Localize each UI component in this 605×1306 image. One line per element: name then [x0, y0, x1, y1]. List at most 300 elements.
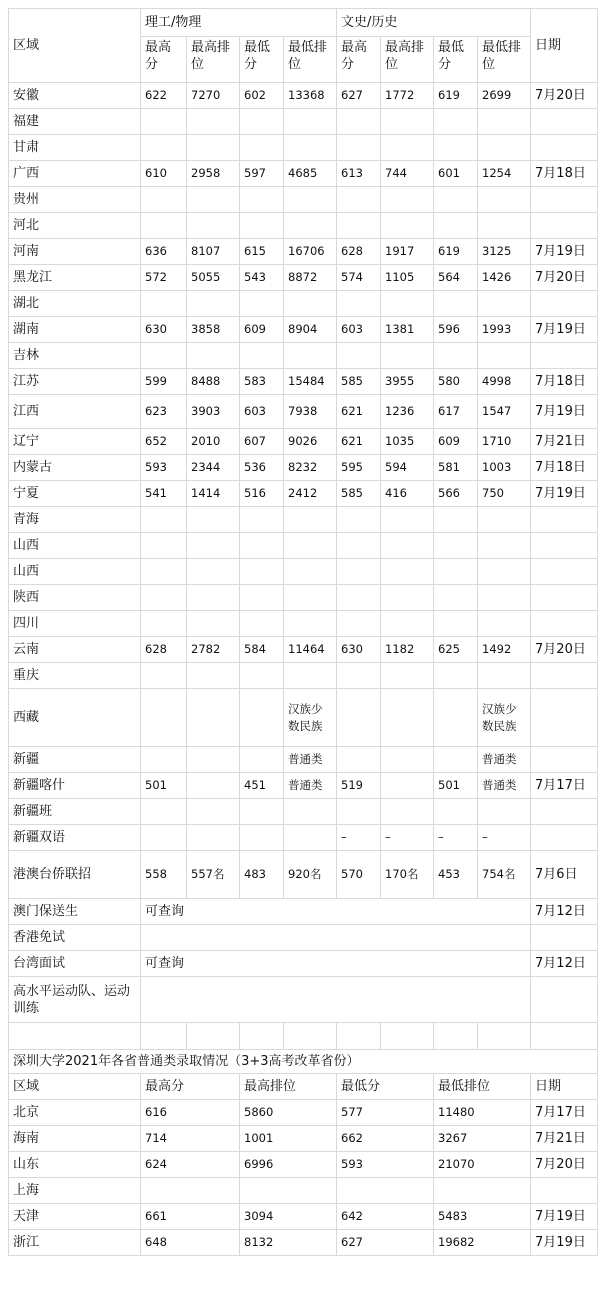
value-cell — [141, 747, 187, 773]
value-cell: 609 — [434, 429, 478, 455]
value-cell — [478, 611, 531, 637]
value-cell: 5483 — [434, 1204, 531, 1230]
value-cell — [434, 533, 478, 559]
region-cell: 吉林 — [9, 343, 141, 369]
value-cell — [478, 663, 531, 689]
table-row — [9, 429, 598, 455]
date-cell — [531, 825, 598, 851]
region-cell: 新疆双语 — [9, 825, 141, 851]
value-cell — [434, 611, 478, 637]
value-cell: 170名 — [381, 851, 434, 899]
value-cell: 516 — [240, 481, 284, 507]
value-cell — [240, 135, 284, 161]
value-cell — [337, 343, 381, 369]
region-cell: 内蒙古 — [9, 455, 141, 481]
value-cell — [141, 663, 187, 689]
value-cell — [240, 291, 284, 317]
value-cell: 8872 — [284, 265, 337, 291]
sub-header: 最低排位 — [284, 37, 337, 83]
value-cell: 754名 — [478, 851, 531, 899]
value-cell — [337, 747, 381, 773]
region-cell: 贵州 — [9, 187, 141, 213]
value-cell — [337, 187, 381, 213]
value-cell — [284, 611, 337, 637]
value-cell — [284, 507, 337, 533]
value-cell — [381, 773, 434, 799]
region-cell: 福建 — [9, 109, 141, 135]
admission-table — [8, 8, 598, 1256]
table-row — [9, 1178, 598, 1204]
value-cell: 627 — [337, 1230, 434, 1256]
value-cell — [284, 343, 337, 369]
region-cell: 海南 — [9, 1126, 141, 1152]
value-cell — [141, 291, 187, 317]
value-cell: 596 — [434, 317, 478, 343]
value-cell — [240, 799, 284, 825]
value-cell — [381, 135, 434, 161]
value-cell: 8132 — [240, 1230, 337, 1256]
table-row — [9, 825, 598, 851]
region-cell: 浙江 — [9, 1230, 141, 1256]
value-cell: 566 — [434, 481, 478, 507]
value-cell — [187, 611, 240, 637]
value-cell: 597 — [240, 161, 284, 187]
value-cell: 1001 — [240, 1126, 337, 1152]
value-cell — [141, 533, 187, 559]
value-cell: 11480 — [434, 1100, 531, 1126]
value-cell — [240, 109, 284, 135]
value-cell: 3267 — [434, 1126, 531, 1152]
region-cell: 台湾面试 — [9, 951, 141, 977]
value-cell: 920名 — [284, 851, 337, 899]
value-cell: 3125 — [478, 239, 531, 265]
region-cell: 山西 — [9, 533, 141, 559]
value-cell: – — [434, 825, 478, 851]
table-row — [9, 291, 598, 317]
value-cell — [434, 747, 478, 773]
value-cell: 603 — [240, 395, 284, 429]
value-cell — [187, 213, 240, 239]
date-cell: 7月12日 — [531, 899, 598, 925]
table-row — [9, 747, 598, 773]
value-cell: 8107 — [187, 239, 240, 265]
value-cell — [187, 291, 240, 317]
value-cell: 607 — [240, 429, 284, 455]
value-cell: 602 — [240, 83, 284, 109]
value-cell — [240, 611, 284, 637]
value-cell: 8904 — [284, 317, 337, 343]
value-cell: 616 — [141, 1100, 240, 1126]
blank-row — [9, 1023, 598, 1050]
value-cell — [381, 187, 434, 213]
date-cell: 7月20日 — [531, 265, 598, 291]
table-row — [9, 533, 598, 559]
value-cell — [478, 585, 531, 611]
value-cell: 普通类 — [478, 747, 531, 773]
value-cell — [381, 689, 434, 747]
value-cell: – — [381, 825, 434, 851]
value-cell — [141, 213, 187, 239]
table-row — [9, 799, 598, 825]
date-cell — [531, 187, 598, 213]
value-cell: 21070 — [434, 1152, 531, 1178]
date-cell — [531, 213, 598, 239]
value-cell: 557名 — [187, 851, 240, 899]
value-cell — [187, 799, 240, 825]
table-row — [9, 213, 598, 239]
date-cell: 7月12日 — [531, 951, 598, 977]
value-cell — [284, 135, 337, 161]
value-cell: 483 — [240, 851, 284, 899]
region-cell: 西藏 — [9, 689, 141, 747]
region-cell: 山西 — [9, 559, 141, 585]
value-cell: – — [478, 825, 531, 851]
value-cell: 601 — [434, 161, 478, 187]
region-cell: 河北 — [9, 213, 141, 239]
value-cell — [240, 825, 284, 851]
value-cell — [240, 747, 284, 773]
value-cell — [141, 343, 187, 369]
value-cell — [141, 825, 187, 851]
value-cell: 1993 — [478, 317, 531, 343]
date-cell — [531, 507, 598, 533]
value-cell: 3955 — [381, 369, 434, 395]
value-cell: 624 — [141, 1152, 240, 1178]
date-cell — [531, 977, 598, 1023]
table-row — [9, 187, 598, 213]
region-cell: 云南 — [9, 637, 141, 663]
table-row — [9, 1100, 598, 1126]
value-cell — [240, 559, 284, 585]
value-cell — [284, 825, 337, 851]
sub-header: 最低排位 — [478, 37, 531, 83]
value-cell — [240, 663, 284, 689]
date-cell: 7月19日 — [531, 395, 598, 429]
date-cell: 7月18日 — [531, 161, 598, 187]
t2-header: 最高分 — [141, 1074, 240, 1100]
t2-header: 最高排位 — [240, 1074, 337, 1100]
value-cell: 619 — [434, 83, 478, 109]
value-cell — [381, 747, 434, 773]
date-cell — [531, 343, 598, 369]
region-cell: 安徽 — [9, 83, 141, 109]
value-cell: 617 — [434, 395, 478, 429]
region-cell: 澳门保送生 — [9, 899, 141, 925]
t2-header: 最低分 — [337, 1074, 434, 1100]
sub-header: 最高排位 — [381, 37, 434, 83]
value-cell — [240, 507, 284, 533]
value-cell: 621 — [337, 395, 381, 429]
value-cell: 580 — [434, 369, 478, 395]
date-cell: 7月6日 — [531, 851, 598, 899]
date-cell: 7月20日 — [531, 1152, 598, 1178]
sub-header: 最高排位 — [187, 37, 240, 83]
value-cell: 汉族少数民族 — [478, 689, 531, 747]
date-cell: 7月17日 — [531, 1100, 598, 1126]
value-cell — [187, 585, 240, 611]
value-cell — [381, 559, 434, 585]
value-cell: 3858 — [187, 317, 240, 343]
value-cell: 11464 — [284, 637, 337, 663]
value-cell — [337, 291, 381, 317]
region-cell: 山东 — [9, 1152, 141, 1178]
date-cell: 7月19日 — [531, 1204, 598, 1230]
value-cell: 3903 — [187, 395, 240, 429]
value-cell: 416 — [381, 481, 434, 507]
region-cell: 湖南 — [9, 317, 141, 343]
value-cell — [434, 109, 478, 135]
value-cell — [337, 533, 381, 559]
table-row — [9, 559, 598, 585]
value-cell — [284, 213, 337, 239]
region-cell: 辽宁 — [9, 429, 141, 455]
value-cell: 4998 — [478, 369, 531, 395]
value-cell — [240, 533, 284, 559]
date-cell — [531, 799, 598, 825]
region-cell: 香港免试 — [9, 925, 141, 951]
region-cell: 重庆 — [9, 663, 141, 689]
value-cell: 570 — [337, 851, 381, 899]
date-cell: 7月18日 — [531, 369, 598, 395]
table-row — [9, 239, 598, 265]
value-cell: 普通类 — [478, 773, 531, 799]
value-cell: 661 — [141, 1204, 240, 1230]
value-cell — [381, 213, 434, 239]
value-cell — [240, 689, 284, 747]
value-cell — [434, 291, 478, 317]
value-cell: 1772 — [381, 83, 434, 109]
value-cell — [240, 1178, 337, 1204]
value-cell: 1003 — [478, 455, 531, 481]
value-cell: 610 — [141, 161, 187, 187]
date-cell: 7月19日 — [531, 1230, 598, 1256]
value-cell — [187, 109, 240, 135]
region-cell: 高水平运动队、运动训练 — [9, 977, 141, 1023]
value-cell: 519 — [337, 773, 381, 799]
value-cell: 623 — [141, 395, 187, 429]
value-cell: 536 — [240, 455, 284, 481]
value-cell — [434, 507, 478, 533]
value-cell: 7270 — [187, 83, 240, 109]
value-cell — [337, 663, 381, 689]
table-row — [9, 135, 598, 161]
value-cell: 572 — [141, 265, 187, 291]
value-cell — [434, 585, 478, 611]
value-cell: 451 — [240, 773, 284, 799]
date-cell — [531, 663, 598, 689]
value-cell: 583 — [240, 369, 284, 395]
value-cell: 627 — [337, 83, 381, 109]
region-cell: 湖北 — [9, 291, 141, 317]
value-cell: 630 — [141, 317, 187, 343]
value-cell — [434, 663, 478, 689]
value-cell: 2412 — [284, 481, 337, 507]
value-cell: 15484 — [284, 369, 337, 395]
value-cell: 汉族少数民族 — [284, 689, 337, 747]
value-cell — [141, 611, 187, 637]
value-cell — [434, 559, 478, 585]
table-row — [9, 899, 598, 925]
value-cell: 8488 — [187, 369, 240, 395]
date-cell: 7月21日 — [531, 1126, 598, 1152]
date-cell — [531, 585, 598, 611]
value-cell — [337, 1178, 434, 1204]
value-cell: 603 — [337, 317, 381, 343]
value-cell — [478, 213, 531, 239]
value-cell — [284, 559, 337, 585]
region-cell: 天津 — [9, 1204, 141, 1230]
span-value-cell: 可查询 — [141, 951, 531, 977]
value-cell — [381, 663, 434, 689]
value-cell: 1105 — [381, 265, 434, 291]
table-row — [9, 977, 598, 1023]
region-cell: 新疆喀什 — [9, 773, 141, 799]
value-cell: 595 — [337, 455, 381, 481]
value-cell: 16706 — [284, 239, 337, 265]
value-cell — [337, 689, 381, 747]
value-cell — [187, 773, 240, 799]
sub-header: 最低分 — [434, 37, 478, 83]
value-cell — [434, 135, 478, 161]
region-cell: 陕西 — [9, 585, 141, 611]
value-cell — [284, 663, 337, 689]
table-row — [9, 851, 598, 899]
value-cell — [284, 533, 337, 559]
value-cell: 1917 — [381, 239, 434, 265]
date-cell — [531, 533, 598, 559]
value-cell: 2699 — [478, 83, 531, 109]
date-cell: 7月21日 — [531, 429, 598, 455]
value-cell: 541 — [141, 481, 187, 507]
value-cell — [434, 213, 478, 239]
value-cell — [381, 585, 434, 611]
region-cell: 江西 — [9, 395, 141, 429]
region-cell: 黑龙江 — [9, 265, 141, 291]
table-row — [9, 109, 598, 135]
table-row — [9, 1230, 598, 1256]
value-cell: 501 — [434, 773, 478, 799]
value-cell — [478, 291, 531, 317]
value-cell: 622 — [141, 83, 187, 109]
value-cell: 636 — [141, 239, 187, 265]
date-cell: 7月20日 — [531, 637, 598, 663]
value-cell: 6996 — [240, 1152, 337, 1178]
date-cell: 7月19日 — [531, 317, 598, 343]
value-cell: 609 — [240, 317, 284, 343]
date-cell — [531, 925, 598, 951]
table-row — [9, 265, 598, 291]
value-cell: 585 — [337, 369, 381, 395]
region-cell: 上海 — [9, 1178, 141, 1204]
date-cell — [531, 689, 598, 747]
value-cell: 1035 — [381, 429, 434, 455]
date-cell — [531, 1178, 598, 1204]
table2-title: 深圳大学2021年各省普通类录取情况（3+3高考改革省份） — [9, 1050, 598, 1074]
value-cell — [381, 533, 434, 559]
value-cell: 1492 — [478, 637, 531, 663]
value-cell — [337, 585, 381, 611]
value-cell: 714 — [141, 1126, 240, 1152]
region-cell: 河南 — [9, 239, 141, 265]
value-cell: 594 — [381, 455, 434, 481]
date-cell: 7月18日 — [531, 455, 598, 481]
table-row — [9, 1204, 598, 1230]
value-cell — [478, 559, 531, 585]
region-cell: 甘肃 — [9, 135, 141, 161]
value-cell: 2958 — [187, 161, 240, 187]
value-cell — [141, 559, 187, 585]
value-cell — [141, 799, 187, 825]
table-row — [9, 585, 598, 611]
table-row — [9, 611, 598, 637]
value-cell: 585 — [337, 481, 381, 507]
value-cell: 5055 — [187, 265, 240, 291]
value-cell: 642 — [337, 1204, 434, 1230]
region-cell: 宁夏 — [9, 481, 141, 507]
region-cell: 港澳台侨联招 — [9, 851, 141, 899]
value-cell: 1710 — [478, 429, 531, 455]
value-cell: 628 — [141, 637, 187, 663]
value-cell — [141, 109, 187, 135]
value-cell: 1426 — [478, 265, 531, 291]
value-cell: 593 — [141, 455, 187, 481]
value-cell: 453 — [434, 851, 478, 899]
table-row — [9, 343, 598, 369]
region-cell: 江苏 — [9, 369, 141, 395]
t2-header-date: 日期 — [531, 1074, 598, 1100]
value-cell — [187, 135, 240, 161]
table-row — [9, 317, 598, 343]
value-cell: 1381 — [381, 317, 434, 343]
value-cell: 1547 — [478, 395, 531, 429]
value-cell: 2344 — [187, 455, 240, 481]
value-cell — [337, 507, 381, 533]
value-cell: 普通类 — [284, 747, 337, 773]
value-cell — [381, 799, 434, 825]
value-cell: 1414 — [187, 481, 240, 507]
date-cell — [531, 109, 598, 135]
value-cell — [434, 343, 478, 369]
value-cell — [284, 109, 337, 135]
value-cell — [187, 533, 240, 559]
value-cell — [337, 213, 381, 239]
date-cell — [531, 611, 598, 637]
value-cell: 648 — [141, 1230, 240, 1256]
value-cell: 5860 — [240, 1100, 337, 1126]
value-cell — [141, 135, 187, 161]
value-cell — [240, 213, 284, 239]
value-cell: 普通类 — [284, 773, 337, 799]
region-cell: 广西 — [9, 161, 141, 187]
admission-document — [8, 8, 597, 1256]
t2-header: 最低排位 — [434, 1074, 531, 1100]
value-cell — [187, 663, 240, 689]
table-row — [9, 161, 598, 187]
science-group-header: 理工/物理 — [141, 9, 337, 37]
value-cell — [187, 507, 240, 533]
date-cell — [531, 135, 598, 161]
liberal-arts-group-header: 文史/历史 — [337, 9, 531, 37]
value-cell — [337, 135, 381, 161]
value-cell: 7938 — [284, 395, 337, 429]
value-cell — [434, 799, 478, 825]
span-value-cell — [141, 925, 531, 951]
value-cell — [478, 109, 531, 135]
value-cell: 2010 — [187, 429, 240, 455]
table-row — [9, 637, 598, 663]
value-cell: 593 — [337, 1152, 434, 1178]
value-cell: 621 — [337, 429, 381, 455]
